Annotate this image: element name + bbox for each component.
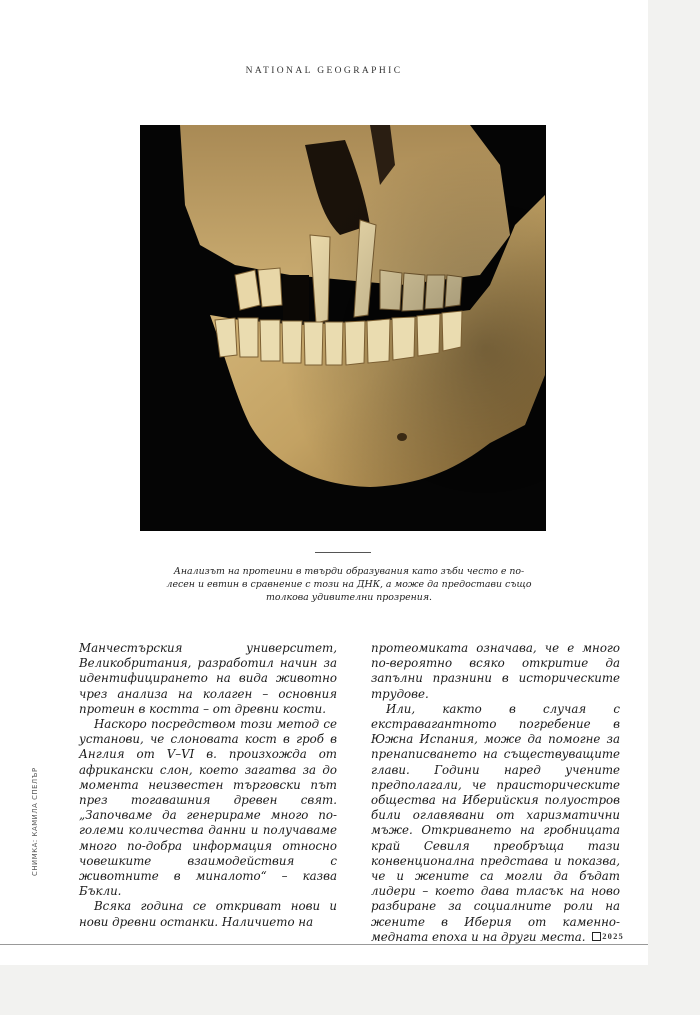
photo-caption: Анализът на протеини в твърди образувания като зъби често е по-лесен и евтин в сравнение с този на ДНК, а може да предостави също толкова удивителни прозрения.: [166, 566, 532, 604]
skull-jaw-illustration: [140, 125, 546, 531]
article-paragraph: Наскоро посредством този метод се установи, че слоновата кост в гроб в Англия от V–VI в. произхожда от африкански слон, което загатва за до момента неизвестен търговски път през тогавашния древен свят. „Започваме да генерираме много по-големи количества данни и получаваме много по-добра информация относно човешките взаимодействия с животните в миналото“ – казва Бъкли.: [79, 717, 337, 899]
page-number: 2025: [602, 931, 624, 941]
article-column-right: [371, 641, 620, 945]
photo-credit: СНИМКА: КАМИЛА СПЕЛЪР: [31, 767, 39, 876]
article-paragraph: Манчестърския университет, Великобритания, разработил начин за идентифицирането на вида животно чрез анализа на колаген – основния протеин в костта – от древни кости.: [79, 641, 337, 716]
masthead: NATIONAL GEOGRAPHIC: [245, 66, 403, 76]
article-paragraph-final: [371, 702, 620, 945]
article-paragraph: Всяка година се откриват нови и нови древни останки. Наличието на: [79, 899, 337, 929]
caption-rule: [315, 552, 371, 553]
end-of-article-square-icon: [592, 932, 601, 941]
skull-jaw-photo: [140, 125, 546, 531]
article-column-left: [79, 641, 337, 930]
article-paragraph: протеомиката означава, че е много по-вероятно всяко откритие да запълни празнини в историческите трудове.: [371, 641, 620, 701]
mental-foramen: [397, 433, 407, 441]
article-paragraph-text: Или, както в случая с екстравагантното погребение в Южна Испания, може да помогне за пренаписването на съществуващите глави. Години наред учените предполагали, че праисторическите общества на Иберийския полуостров били оглавявани от харизматични мъже. Откриването на гробницата край Севиля преобръща тази конвенционална представа и показва, че и жените са могли да бъдат лидери – което дава тласък на ново разбиране за социалните роли на жените в Иберия от каменно-медната епоха и на други места.: [371, 701, 620, 944]
bottom-rule: [0, 944, 648, 945]
